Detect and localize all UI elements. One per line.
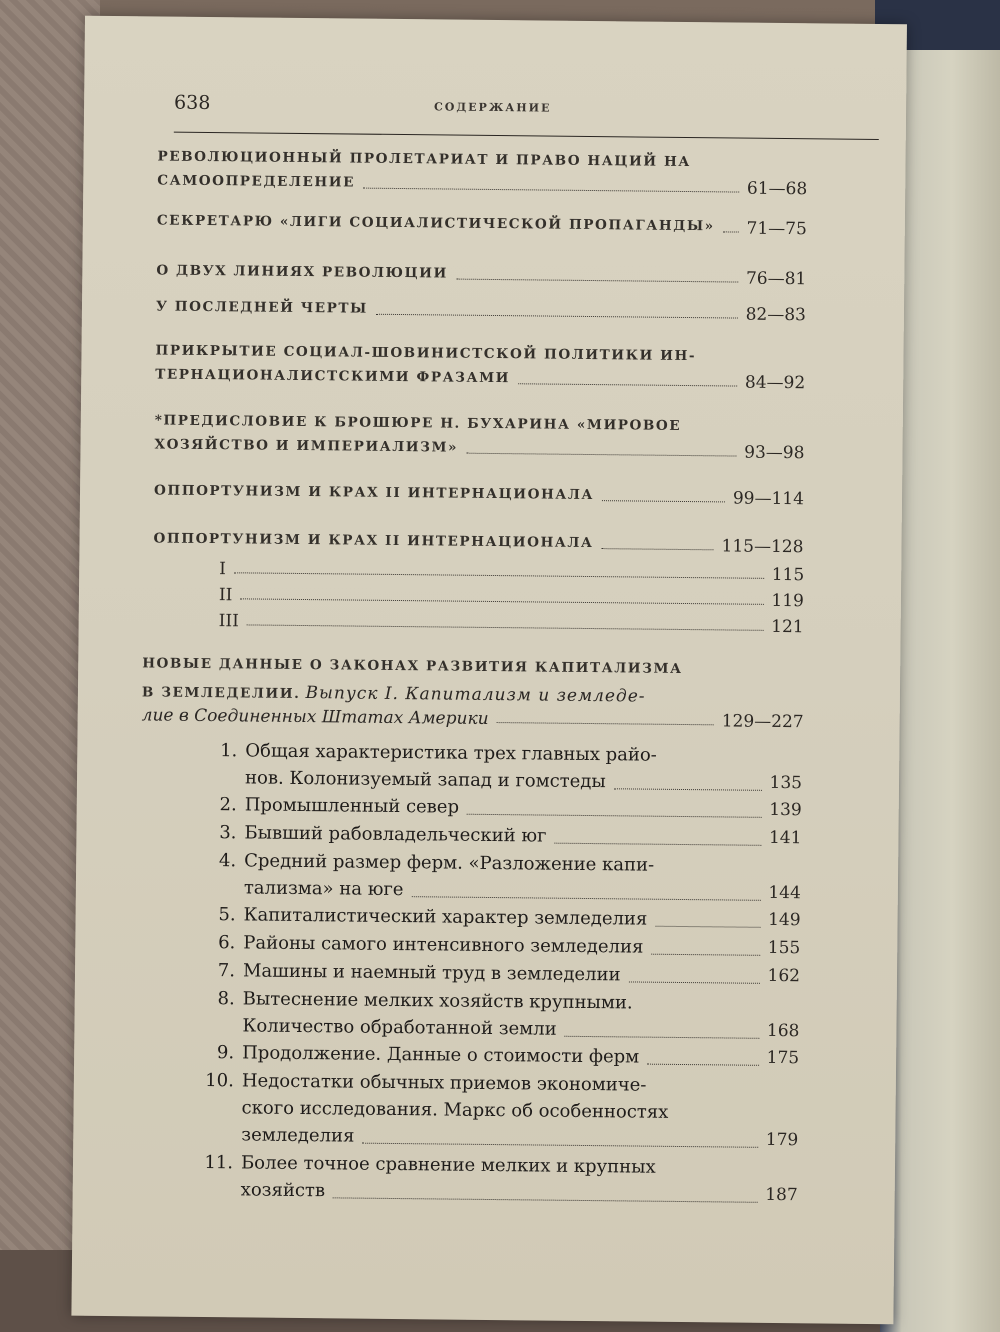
chapter-title: Бывший рабовладельческий юг <box>244 822 547 847</box>
toc-entry-pages: 84—92 <box>744 372 806 394</box>
leader-dots <box>467 814 761 818</box>
toc-entry-pages: 82—83 <box>745 304 807 326</box>
chapter-title: Общая характеристика трех главных райо- <box>245 740 657 766</box>
chapter-page: 162 <box>767 965 801 987</box>
leader-dots <box>363 188 739 193</box>
toc-entry-pages: 93—98 <box>744 442 805 464</box>
leader-dots <box>614 788 762 791</box>
chapter-title-cont: ского исследования. Маркс об особенностях <box>241 1097 669 1123</box>
chapter-page: 175 <box>766 1047 800 1069</box>
chapter-number: 11. <box>204 1152 234 1174</box>
main-entry-title: НОВЫЕ ДАННЫЕ О ЗАКОНАХ РАЗВИТИЯ КАПИТАЛИЗМА <box>142 655 683 677</box>
toc-entry-title-cont: ТЕРНАЦИОНАЛИСТСКИМИ ФРАЗАМИ <box>155 366 511 387</box>
chapter-title: Вытеснение мелких хозяйств крупными. <box>242 988 633 1014</box>
chapter-title: Капиталистический характер земледелия <box>243 904 648 930</box>
chapter-title: Средний размер ферм. «Разложение капи- <box>244 850 655 876</box>
leader-dots <box>518 383 737 386</box>
chapter-title-cont: Количество обработанной земли <box>242 1015 557 1040</box>
toc-main-entry <box>142 650 805 732</box>
toc-entry <box>157 208 807 239</box>
toc-entry-title: ОППОРТУНИЗМ И КРАХ II ИНТЕРНАЦИОНАЛА <box>153 530 594 552</box>
page-header <box>174 92 879 140</box>
chapter-number: 3. <box>219 822 237 844</box>
main-entry-subtitle-cont: лие в Соединенных Штатах Америки <box>141 705 489 729</box>
toc-entry <box>154 478 804 509</box>
chapter-page: 135 <box>769 772 803 794</box>
toc-subsection <box>219 559 804 585</box>
chapter-title-cont: хозяйств <box>240 1179 326 1202</box>
leader-dots <box>602 548 714 550</box>
leader-dots <box>411 896 760 901</box>
toc-entry <box>154 408 804 463</box>
leader-dots <box>647 1064 758 1066</box>
chapter-page: 149 <box>768 909 801 931</box>
leader-dots <box>376 314 738 319</box>
leader-dots <box>497 722 714 725</box>
chapter-page: 144 <box>768 882 801 904</box>
chapter-item <box>204 985 800 1045</box>
toc-entry-pages: 115—128 <box>721 536 804 558</box>
toc-entry-title: У ПОСЛЕДНЕЙ ЧЕРТЫ <box>155 298 368 317</box>
chapter-title-cont: земледелия <box>241 1124 355 1147</box>
leader-dots <box>628 981 759 983</box>
chapter-number: 2. <box>219 794 237 816</box>
chapter-item <box>206 847 802 907</box>
chapter-title-cont: нов. Колонизуемый запад и гомстеды <box>244 767 606 793</box>
subsection-label: III <box>218 611 239 632</box>
leader-dots <box>655 926 760 928</box>
leader-dots <box>456 279 738 283</box>
chapter-title-cont: тализма» на юге <box>243 877 404 901</box>
chapter-item <box>203 1149 799 1209</box>
toc-subsection <box>219 585 804 611</box>
chapter-title: Недостатки обычных приемов экономиче- <box>241 1070 647 1096</box>
toc-entry-pages: 99—114 <box>732 488 805 510</box>
toc-subsection <box>219 611 804 637</box>
leader-dots <box>234 572 764 579</box>
chapter-number: 10. <box>205 1070 234 1092</box>
main-entry-subtitle: Выпуск I. Капитализм и земледе- <box>305 683 646 707</box>
leader-dots <box>554 843 760 846</box>
chapter-page: 141 <box>768 827 802 849</box>
leader-dots <box>651 954 759 956</box>
toc-entry-title: ПРИКРЫТИЕ СОЦИАЛ-ШОВИНИСТСКОЙ ПОЛИТИКИ ИН- <box>155 342 697 365</box>
toc-entry <box>157 144 807 199</box>
subsection-label: II <box>218 585 233 606</box>
leader-dots <box>466 453 736 457</box>
subsection-page: 115 <box>771 564 805 586</box>
leader-dots <box>723 231 739 232</box>
book-page <box>71 16 907 1325</box>
chapter-page: 179 <box>765 1129 799 1151</box>
chapter-title: Районы самого интенсивного земледелия <box>243 932 644 958</box>
subsection-label: I <box>219 559 227 580</box>
chapter-number: 9. <box>216 1042 235 1064</box>
chapter-title: Промышленный север <box>244 794 460 818</box>
toc-entry-pages: 61—68 <box>746 178 808 200</box>
leader-dots <box>333 1197 757 1202</box>
chapter-number: 8. <box>217 988 235 1010</box>
toc-entry <box>153 526 803 557</box>
subsection-page: 121 <box>771 616 804 638</box>
leader-dots <box>247 624 763 630</box>
toc-entry-pages: 71—75 <box>746 218 807 240</box>
toc-entry-title: РЕВОЛЮЦИОННЫЙ ПРОЛЕТАРИАТ И ПРАВО НАЦИЙ НА <box>157 148 692 171</box>
toc-entry-title-cont: САМООПРЕДЕЛЕНИЕ <box>157 172 356 191</box>
chapter-number: 4. <box>218 850 237 872</box>
chapter-title: Более точное сравнение мелких и крупных <box>240 1152 656 1178</box>
main-entry-pages: 129—227 <box>721 711 804 733</box>
chapter-number: 1. <box>220 740 238 762</box>
chapter-title: Машины и наемный труд в земледелии <box>242 960 621 986</box>
toc-entry <box>156 258 806 289</box>
chapter-title: Продолжение. Данные о стоимости ферм <box>242 1042 640 1068</box>
leader-dots <box>602 500 725 502</box>
chapter-number: 7. <box>217 960 236 982</box>
toc-entry-pages: 76—81 <box>745 268 807 290</box>
toc-entry-title-cont: ХОЗЯЙСТВО И ИМПЕРИАЛИЗМ» <box>154 436 459 456</box>
chapter-number: 5. <box>218 904 236 926</box>
chapter-page: 187 <box>765 1184 798 1206</box>
chapter-page: 168 <box>766 1020 800 1042</box>
chapter-page: 155 <box>767 937 801 959</box>
chapter-item <box>203 1067 799 1154</box>
toc-entry <box>156 294 806 325</box>
subsection-page: 119 <box>771 590 805 612</box>
toc-entry-title: О ДВУХ ЛИНИЯХ РЕВОЛЮЦИИ <box>156 262 449 282</box>
leader-dots <box>240 598 763 604</box>
toc-entry-title: *ПРЕДИСЛОВИЕ К БРОШЮРЕ Н. БУХАРИНА «МИРОВОЕ <box>154 412 682 434</box>
leader-dots <box>362 1143 757 1148</box>
running-head: СОДЕРЖАНИЕ <box>434 100 552 115</box>
chapter-number: 6. <box>218 932 236 954</box>
chapter-item <box>207 737 803 797</box>
toc-entry-title: СЕКРЕТАРЮ «ЛИГИ СОЦИАЛИСТИЧЕСКОЙ ПРОПАГАНДЫ» <box>156 212 715 235</box>
toc-entry <box>155 338 805 393</box>
page-number: 638 <box>174 91 211 115</box>
toc-entry-title: ОППОРТУНИЗМ И КРАХ II ИНТЕРНАЦИОНАЛА <box>153 482 595 504</box>
chapter-page: 139 <box>769 799 802 821</box>
leader-dots <box>565 1036 759 1039</box>
main-entry-title-cont: В ЗЕМЛЕДЕЛИИ. <box>141 684 301 702</box>
